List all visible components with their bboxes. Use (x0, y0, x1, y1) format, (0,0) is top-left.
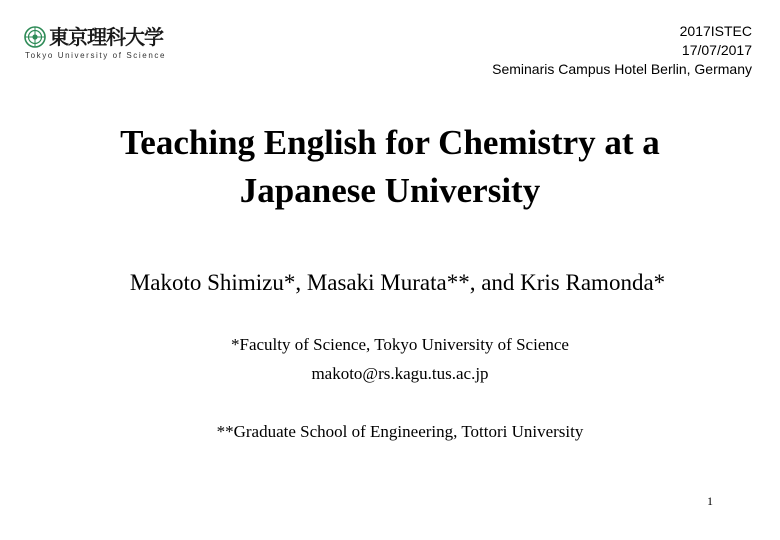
affiliation-tokyo-university-of-science: *Faculty of Science, Tokyo University of Science (231, 335, 569, 354)
slide-title-line-1: Teaching English for Chemistry at a (120, 123, 660, 162)
logo-name-english: Tokyo University of Science (25, 51, 167, 60)
conference-info (492, 22, 752, 79)
contact-email: makoto@rs.kagu.tus.ac.jp (311, 364, 489, 383)
affiliation-tottori-university: **Graduate School of Engineering, Tottori University (216, 422, 584, 441)
page-number: 1 (707, 494, 713, 508)
university-emblem-icon (24, 26, 46, 48)
slide-title-line-2: Japanese University (239, 171, 541, 210)
university-logo (24, 24, 167, 60)
slide-title (0, 119, 780, 215)
conference-venue: Seminaris Campus Hotel Berlin, Germany (492, 61, 752, 77)
authors: Makoto Shimizu*, Masaki Murata**, and Kris Ramonda* (129, 270, 666, 295)
conference-date: 17/07/2017 (681, 42, 752, 58)
logo-name-japanese: 東京理科大学 (49, 25, 163, 49)
conference-name: 2017ISTEC (679, 23, 752, 39)
